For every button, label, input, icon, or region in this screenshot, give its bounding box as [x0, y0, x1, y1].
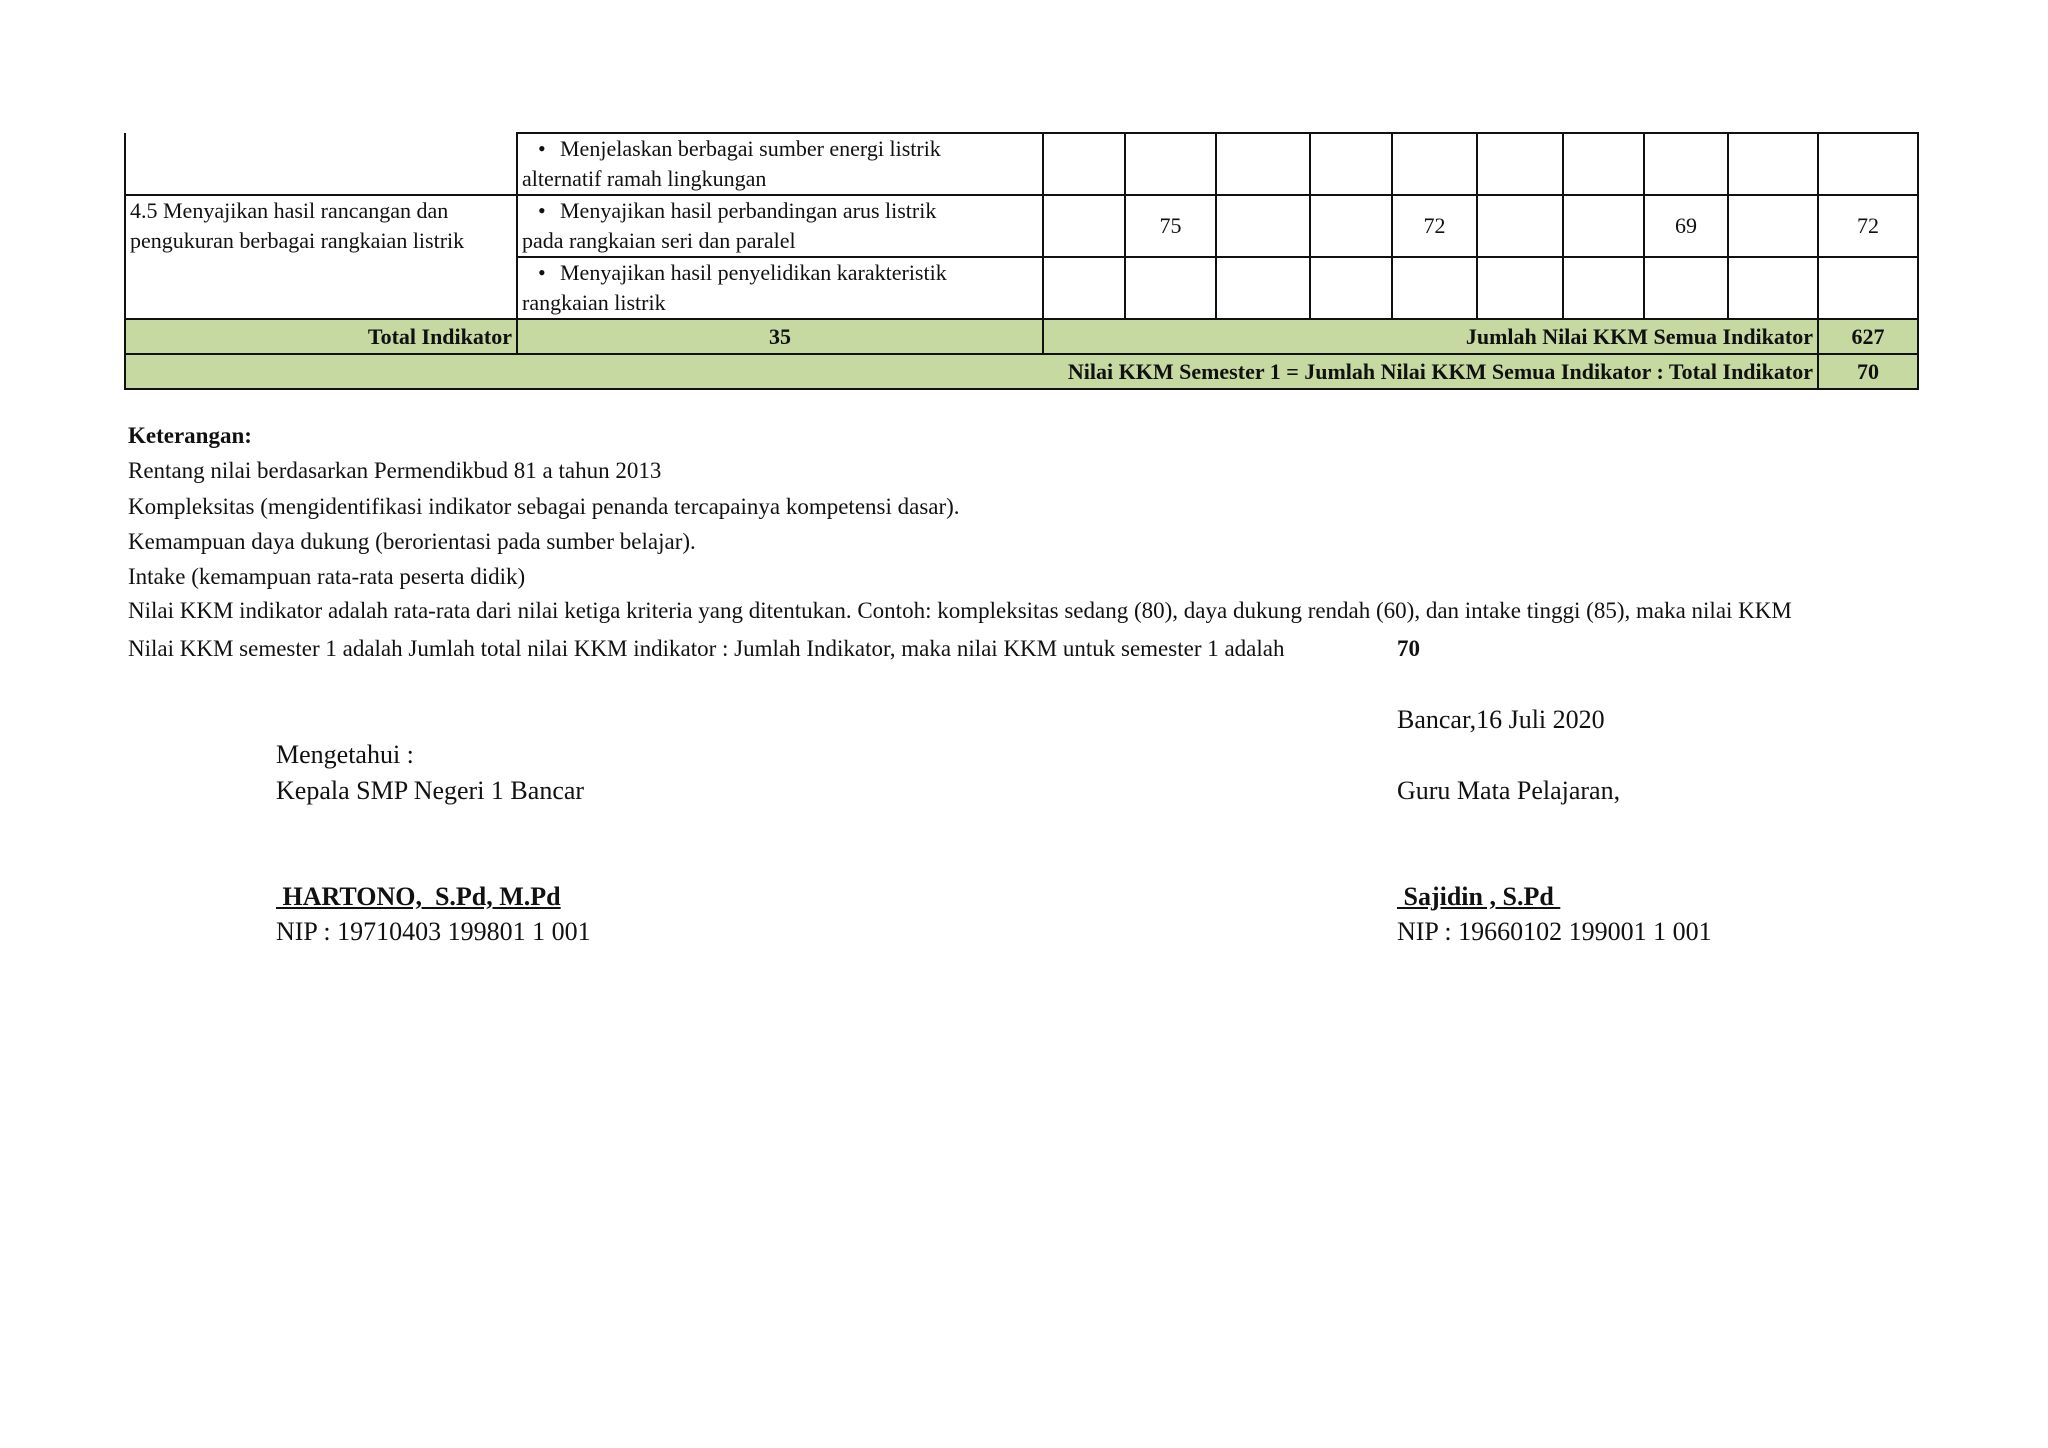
value-cell: 75: [1125, 195, 1216, 257]
table-row: [125, 195, 1918, 257]
total-label: Total Indikator: [125, 319, 517, 354]
indicator-cell: [517, 195, 1043, 257]
bullet-icon: •: [538, 198, 546, 223]
bullet-icon: •: [538, 136, 546, 161]
value-cell: 72: [1818, 195, 1918, 257]
note-line: Kemampuan daya dukung (berorientasi pada sumber belajar).: [128, 529, 696, 554]
semester-label: Nilai KKM Semester 1 = Jumlah Nilai KKM Semua Indikator : Total Indikator: [125, 354, 1818, 389]
note-line: Nilai KKM semester 1 adalah Jumlah total nilai KKM indikator : Jumlah Indikator, maka nilai KKM untuk semester 1 adalah: [128, 636, 1285, 661]
indicator-text: alternatif ramah lingkungan: [522, 166, 767, 191]
indicator-text: Menyajikan hasil perbandingan arus listrik: [560, 198, 937, 223]
sig-left-line2: Kepala SMP Negeri 1 Bancar: [276, 776, 585, 805]
note-line: Rentang nilai berdasarkan Permendikbud 81 a tahun 2013: [128, 458, 662, 483]
kd-cell: [125, 195, 517, 319]
sig-right-nip: NIP : 19660102 199001 1 001: [1397, 917, 1712, 946]
kd-text: 4.5 Menyajikan hasil rancangan dan pengukuran berbagai rangkaian listrik: [130, 198, 465, 253]
indicator-text: Menyajikan hasil penyelidikan karakteristik: [560, 260, 947, 285]
sig-right-date: Bancar,16 Juli 2020: [1397, 705, 1605, 734]
semester-value: 70: [1818, 354, 1918, 389]
note-line: Intake (kemampuan rata-rata peserta didik): [128, 564, 526, 589]
jumlah-value: 627: [1818, 319, 1918, 354]
sig-left-line1: Mengetahui :: [276, 740, 414, 769]
total-row: [125, 319, 1918, 354]
sig-left-name: HARTONO, S.Pd, M.Pd: [276, 882, 561, 911]
note-line: Nilai KKM indikator adalah rata-rata dari nilai ketiga kriteria yang ditentukan. Contoh: kompleksitas sedang (80), daya dukung rendah (60), dan intake tinggi (85), maka nilai KKM: [128, 598, 1792, 623]
total-value: 35: [517, 319, 1043, 354]
table-row: [125, 133, 1918, 195]
kd-cell-empty: [125, 133, 517, 195]
bullet-icon: •: [538, 260, 546, 285]
indicator-text: rangkaian listrik: [522, 290, 666, 315]
sig-left-nip: NIP : 19710403 199801 1 001: [276, 917, 591, 946]
note-line: Kompleksitas (mengidentifikasi indikator sebagai penanda tercapainya kompetensi dasar).: [128, 494, 960, 519]
indicator-cell: [517, 257, 1043, 319]
final-kkm-value: 70: [1397, 636, 1420, 661]
semester-row: [125, 354, 1918, 389]
notes-heading: Keterangan:: [128, 423, 252, 448]
value-cell: 69: [1644, 195, 1728, 257]
value-cell: 72: [1392, 195, 1477, 257]
indicator-cell: [517, 133, 1043, 195]
indicator-text: pada rangkaian seri dan paralel: [522, 228, 796, 253]
sig-right-name: Sajidin , S.Pd: [1397, 882, 1561, 911]
indicator-text: Menjelaskan berbagai sumber energi listrik: [560, 136, 941, 161]
jumlah-label: Jumlah Nilai KKM Semua Indikator: [1043, 319, 1818, 354]
sig-right-role: Guru Mata Pelajaran,: [1397, 776, 1621, 805]
kkm-table: [124, 132, 1919, 390]
